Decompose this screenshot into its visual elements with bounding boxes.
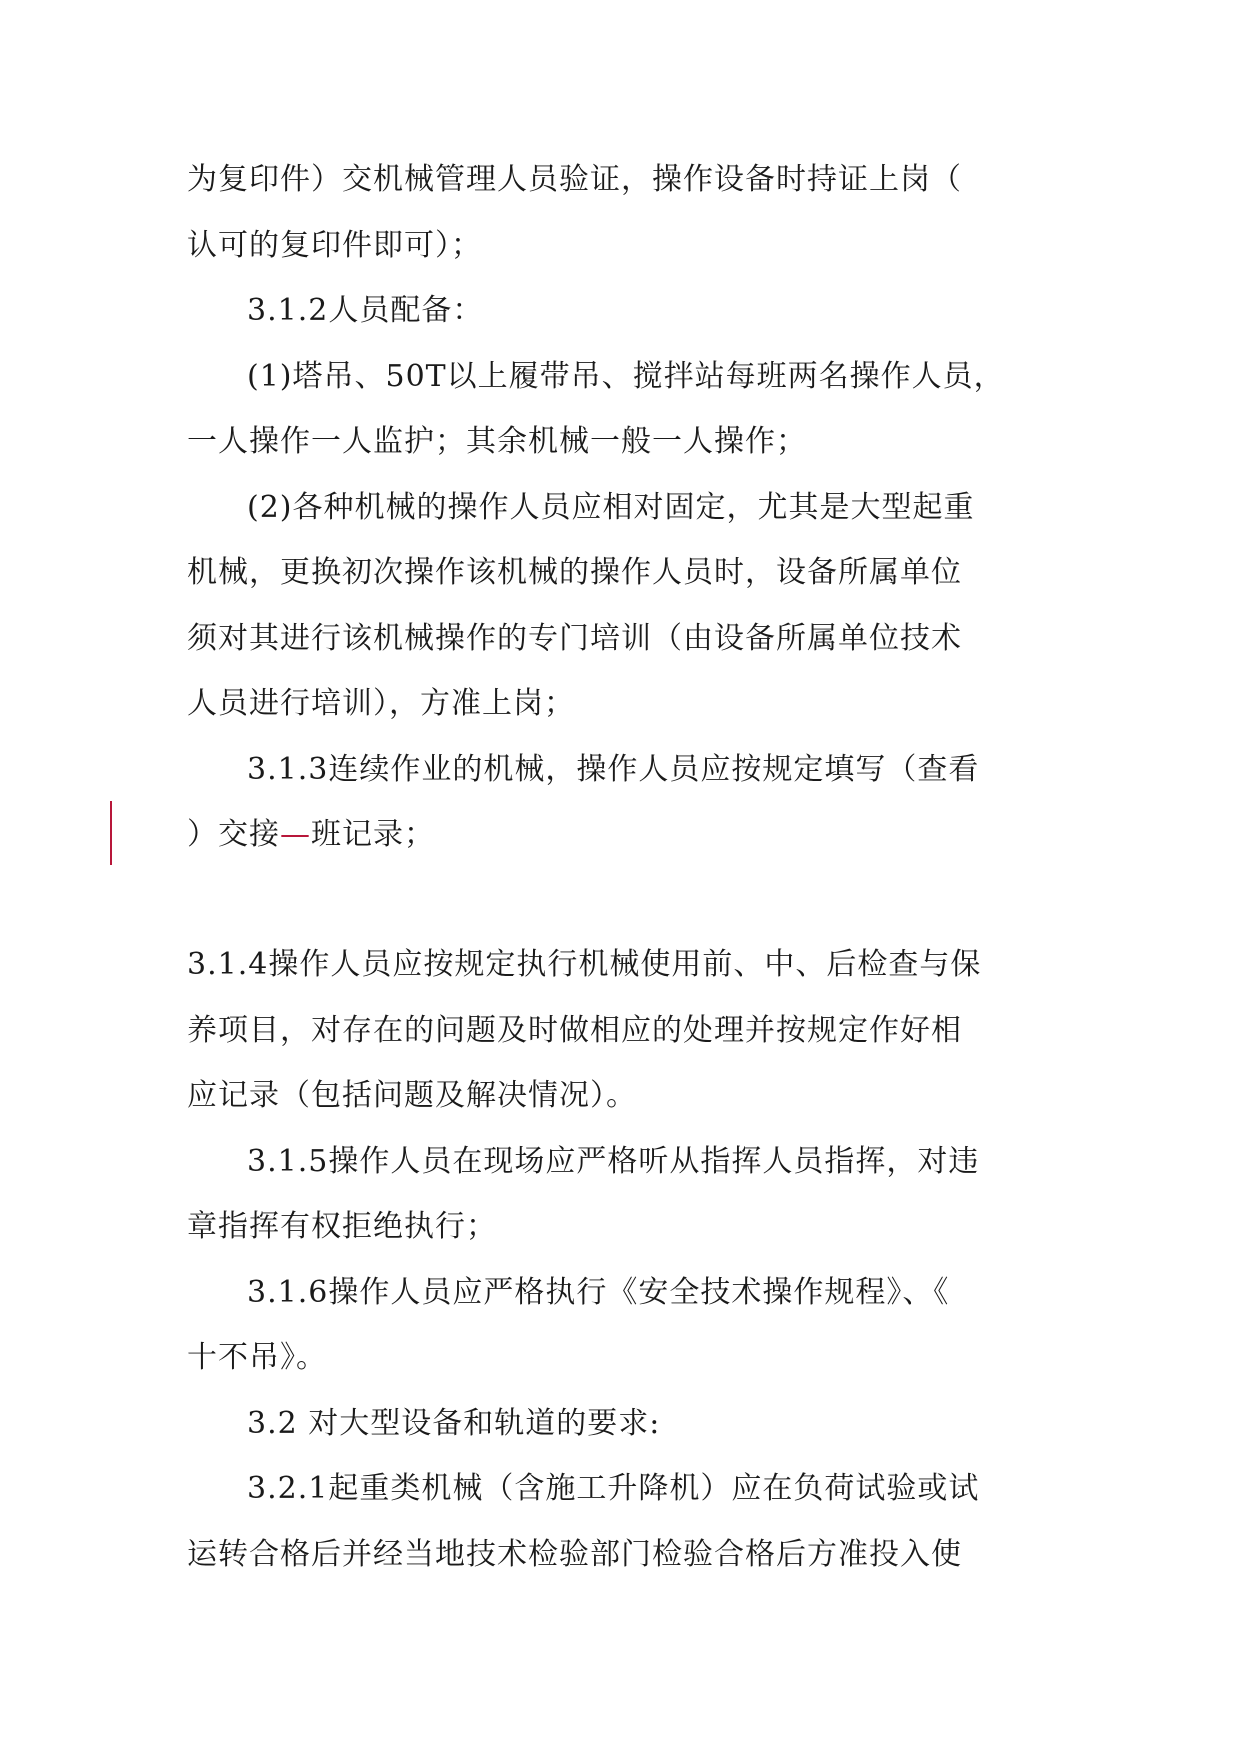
text-line: 认可的复印件即可）； bbox=[187, 228, 482, 263]
revision-change-bar bbox=[110, 801, 112, 865]
section-heading: 3.2 对大型设备和轨道的要求: bbox=[247, 1406, 661, 1441]
text-line: 3.1.5操作人员在现场应严格听从指挥人员指挥，对违 bbox=[247, 1144, 980, 1179]
text-line: (2)各种机械的操作人员应相对固定，尤其是大型起重 bbox=[247, 490, 975, 525]
text-line: 3.1.3连续作业的机械，操作人员应按规定填写（查看 bbox=[247, 752, 980, 787]
inserted-dash-mark: — bbox=[280, 817, 311, 852]
text-line: 3.1.6操作人员应严格执行《安全技术操作规程》、《 bbox=[247, 1275, 950, 1310]
text-line: (1)塔吊、50T以上履带吊、搅拌站每班两名操作人员， bbox=[247, 359, 1005, 394]
text-line: 3.1.2人员配备： bbox=[247, 293, 484, 328]
text-line: 养项目，对存在的问题及时做相应的处理并按规定作好相 bbox=[187, 1013, 962, 1048]
text-line: 运转合格后并经当地技术检验部门检验合格后方准投入使 bbox=[187, 1537, 962, 1572]
text-line: 章指挥有权拒绝执行； bbox=[187, 1209, 497, 1244]
text-line: 应记录（包括问题及解决情况）。 bbox=[187, 1078, 637, 1113]
text-line: 机械，更换初次操作该机械的操作人员时，设备所属单位 bbox=[187, 555, 962, 590]
text-segment: ）交接 bbox=[187, 817, 280, 852]
text-line-revised bbox=[187, 817, 435, 853]
text-line: 十不吊》。 bbox=[187, 1340, 327, 1375]
text-line: 3.2.1起重类机械（含施工升降机）应在负荷试验或试 bbox=[247, 1471, 980, 1506]
text-line: 人员进行培训），方准上岗； bbox=[187, 686, 575, 721]
text-line: 为复印件）交机械管理人员验证，操作设备时持证上岗（ bbox=[187, 162, 962, 197]
text-segment: 班记录； bbox=[311, 817, 435, 852]
text-line: 3.1.4操作人员应按规定执行机械使用前、中、后检查与保 bbox=[187, 947, 982, 982]
text-line: 一人操作一人监护；其余机械一般一人操作； bbox=[187, 424, 807, 459]
text-line: 须对其进行该机械操作的专门培训（由设备所属单位技术 bbox=[187, 621, 962, 656]
